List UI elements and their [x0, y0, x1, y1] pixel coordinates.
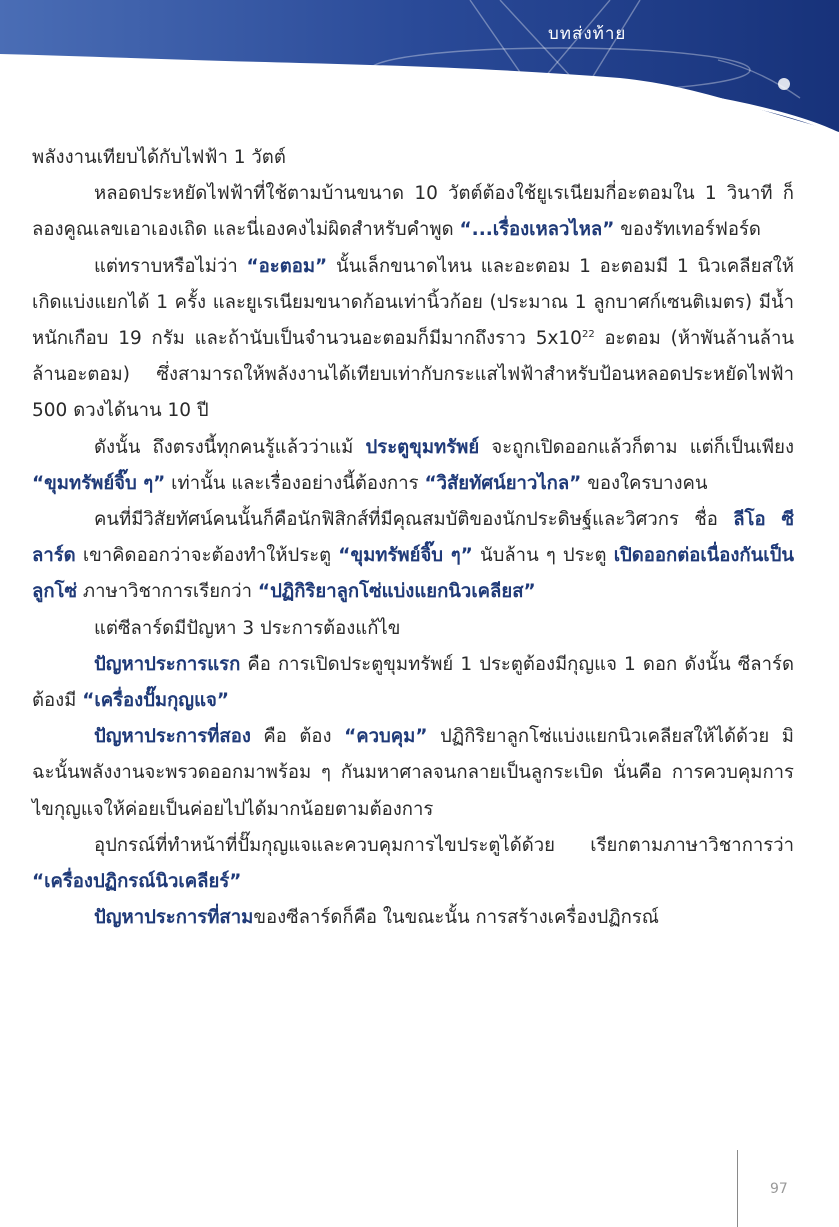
text-run: เขาคิดออกว่าจะต้องทำให้ประตู — [75, 545, 339, 567]
paragraph — [32, 900, 794, 936]
bold-text: ลีโอ ซีลาร์ด — [32, 509, 794, 567]
paragraph — [32, 140, 794, 176]
page-number: 97 — [770, 1181, 788, 1197]
paragraph — [32, 430, 794, 502]
bold-text: “วิสัยทัศน์ยาวไกล” — [424, 472, 582, 494]
footer-divider — [737, 1150, 738, 1227]
text-run: คนที่มีวิสัยทัศน์คนนั้นก็คือนักฟิสิกส์ที่มีคุณสมบัติของนักประดิษฐ์และวิศวกร ชื่อ — [94, 509, 734, 531]
paragraph — [32, 828, 794, 900]
bold-text: ปัญหาประการที่สาม — [94, 907, 254, 929]
text-run: อะตอม (ห้าพันล้านล้านล้านอะตอม) ซึ่งสามารถให้พลังงานได้เทียบเท่ากับกระแสไฟฟ้าสำหรับป้อนหลอดประหยัดไฟฟ้า 500 ดวงได้นาน 10 ปี — [32, 328, 794, 422]
bold-text: “เครื่องปั๊มกุญแจ” — [82, 690, 229, 712]
paragraph — [32, 502, 794, 611]
bold-text: “...เรื่องเหลวไหล” — [459, 219, 615, 241]
bold-text: “ขุมทรัพย์จิ๊บ ๆ” — [32, 472, 166, 494]
bold-text: “ขุมทรัพย์จิ๊บ ๆ” — [338, 545, 473, 567]
text-run: ภาษาวิชาการเรียกว่า — [77, 581, 258, 603]
text-run: หลอดประหยัดไฟฟ้าที่ใช้ตามบ้านขนาด 10 วัตต์ต้องใช้ยูเรเนียมกี่อะตอมใน 1 วินาที ก็ลองคูณเลขเอาเองเถิด และนี่เองคงไม่ผิดสำหรับคำพูด — [32, 183, 794, 241]
body-text — [32, 140, 794, 936]
atom-graphic — [0, 0, 839, 140]
text-run: คือ การเปิดประตูขุมทรัพย์ 1 ประตูต้องมีกุญแจ 1 ดอก ดังนั้น ซีลาร์ดต้องมี — [32, 653, 794, 712]
superscript: 22 — [581, 328, 595, 340]
text-run: ปฏิกิริยาลูกโซ่แบ่งแยกนิวเคลียสให้ได้ด้วย มิฉะนั้นพลังงานจะพรวดออกมาพร้อม ๆ กันมหาศาลจนกลายเป็นลูกระเบิด นั่นคือ การควบคุมการไขกุญแจให้ค่อยเป็นค่อยไปได้มากน้อยตามต้องการ — [32, 726, 795, 820]
text-run: จะถูกเปิดออกแล้วก็ตาม แต่ก็เป็นเพียง — [479, 436, 794, 458]
text-run: ของใครบางคน — [581, 472, 708, 494]
text-run: คือ ต้อง — [250, 726, 345, 748]
bold-text: ปัญหาประการที่สอง — [94, 726, 251, 748]
text-run: ของรัทเทอร์ฟอร์ด — [614, 219, 761, 241]
text-run: อุปกรณ์ที่ทำหน้าที่ปั๊มกุญแจและควบคุมการไขประตูได้ด้วย เรียกตามภาษาวิชาการว่า — [94, 834, 794, 856]
text-run: แต่ซีลาร์ดมีปัญหา 3 ประการต้องแก้ไข — [94, 617, 401, 639]
section-label: บทส่งท้าย — [548, 24, 627, 44]
text-run: พลังงานเทียบได้กับไฟฟ้า 1 วัตต์ — [32, 147, 286, 168]
bold-text: ปัญหาประการแรก — [94, 653, 241, 675]
bold-text: เปิดออกต่อเนื่องกันเป็นลูกโซ่ — [32, 545, 794, 603]
header-banner — [0, 0, 839, 140]
paragraph — [32, 719, 794, 828]
text-run: นั้นเล็กขนาดไหน และอะตอม 1 อะตอมมี 1 นิวเคลียสให้เกิดแบ่งแยกได้ 1 ครั้ง และยูเรเนียมขนาดก้อนเท่านิ้วก้อย (ประมาณ 1 ลูกบาศก์เซนติเมตร) มีน้ำหนักเกือบ 19 กรัม และถ้านับเป็นจำนวนอะตอมก็มีมากถึงราว 5x10 — [32, 255, 795, 350]
bold-text: “เครื่องปฏิกรณ์นิวเคลียร์” — [32, 871, 242, 893]
paragraph — [32, 647, 794, 719]
bold-text: ประตูขุมทรัพย์ — [365, 436, 480, 458]
text-run: นับล้าน ๆ ประตู — [472, 545, 614, 567]
paragraph — [32, 611, 794, 647]
text-run: แต่ทราบหรือไม่ว่า — [94, 255, 247, 277]
text-run: ดังนั้น ถึงตรงนี้ทุกคนรู้แล้วว่าแม้ — [94, 436, 366, 458]
bold-text: “ควบคุม” — [344, 726, 428, 748]
bold-text: “อะตอม” — [246, 255, 328, 277]
paragraph — [32, 249, 794, 430]
text-run: ของซีลาร์ดก็คือ ในขณะนั้น การสร้างเครื่องปฏิกรณ์ — [253, 907, 659, 929]
text-run: เท่านั้น และเรื่องอย่างนี้ต้องการ — [165, 472, 425, 494]
bold-text: “ปฏิกิริยาลูกโซ่แบ่งแยกนิวเคลียส” — [257, 581, 536, 603]
paragraph — [32, 176, 794, 248]
